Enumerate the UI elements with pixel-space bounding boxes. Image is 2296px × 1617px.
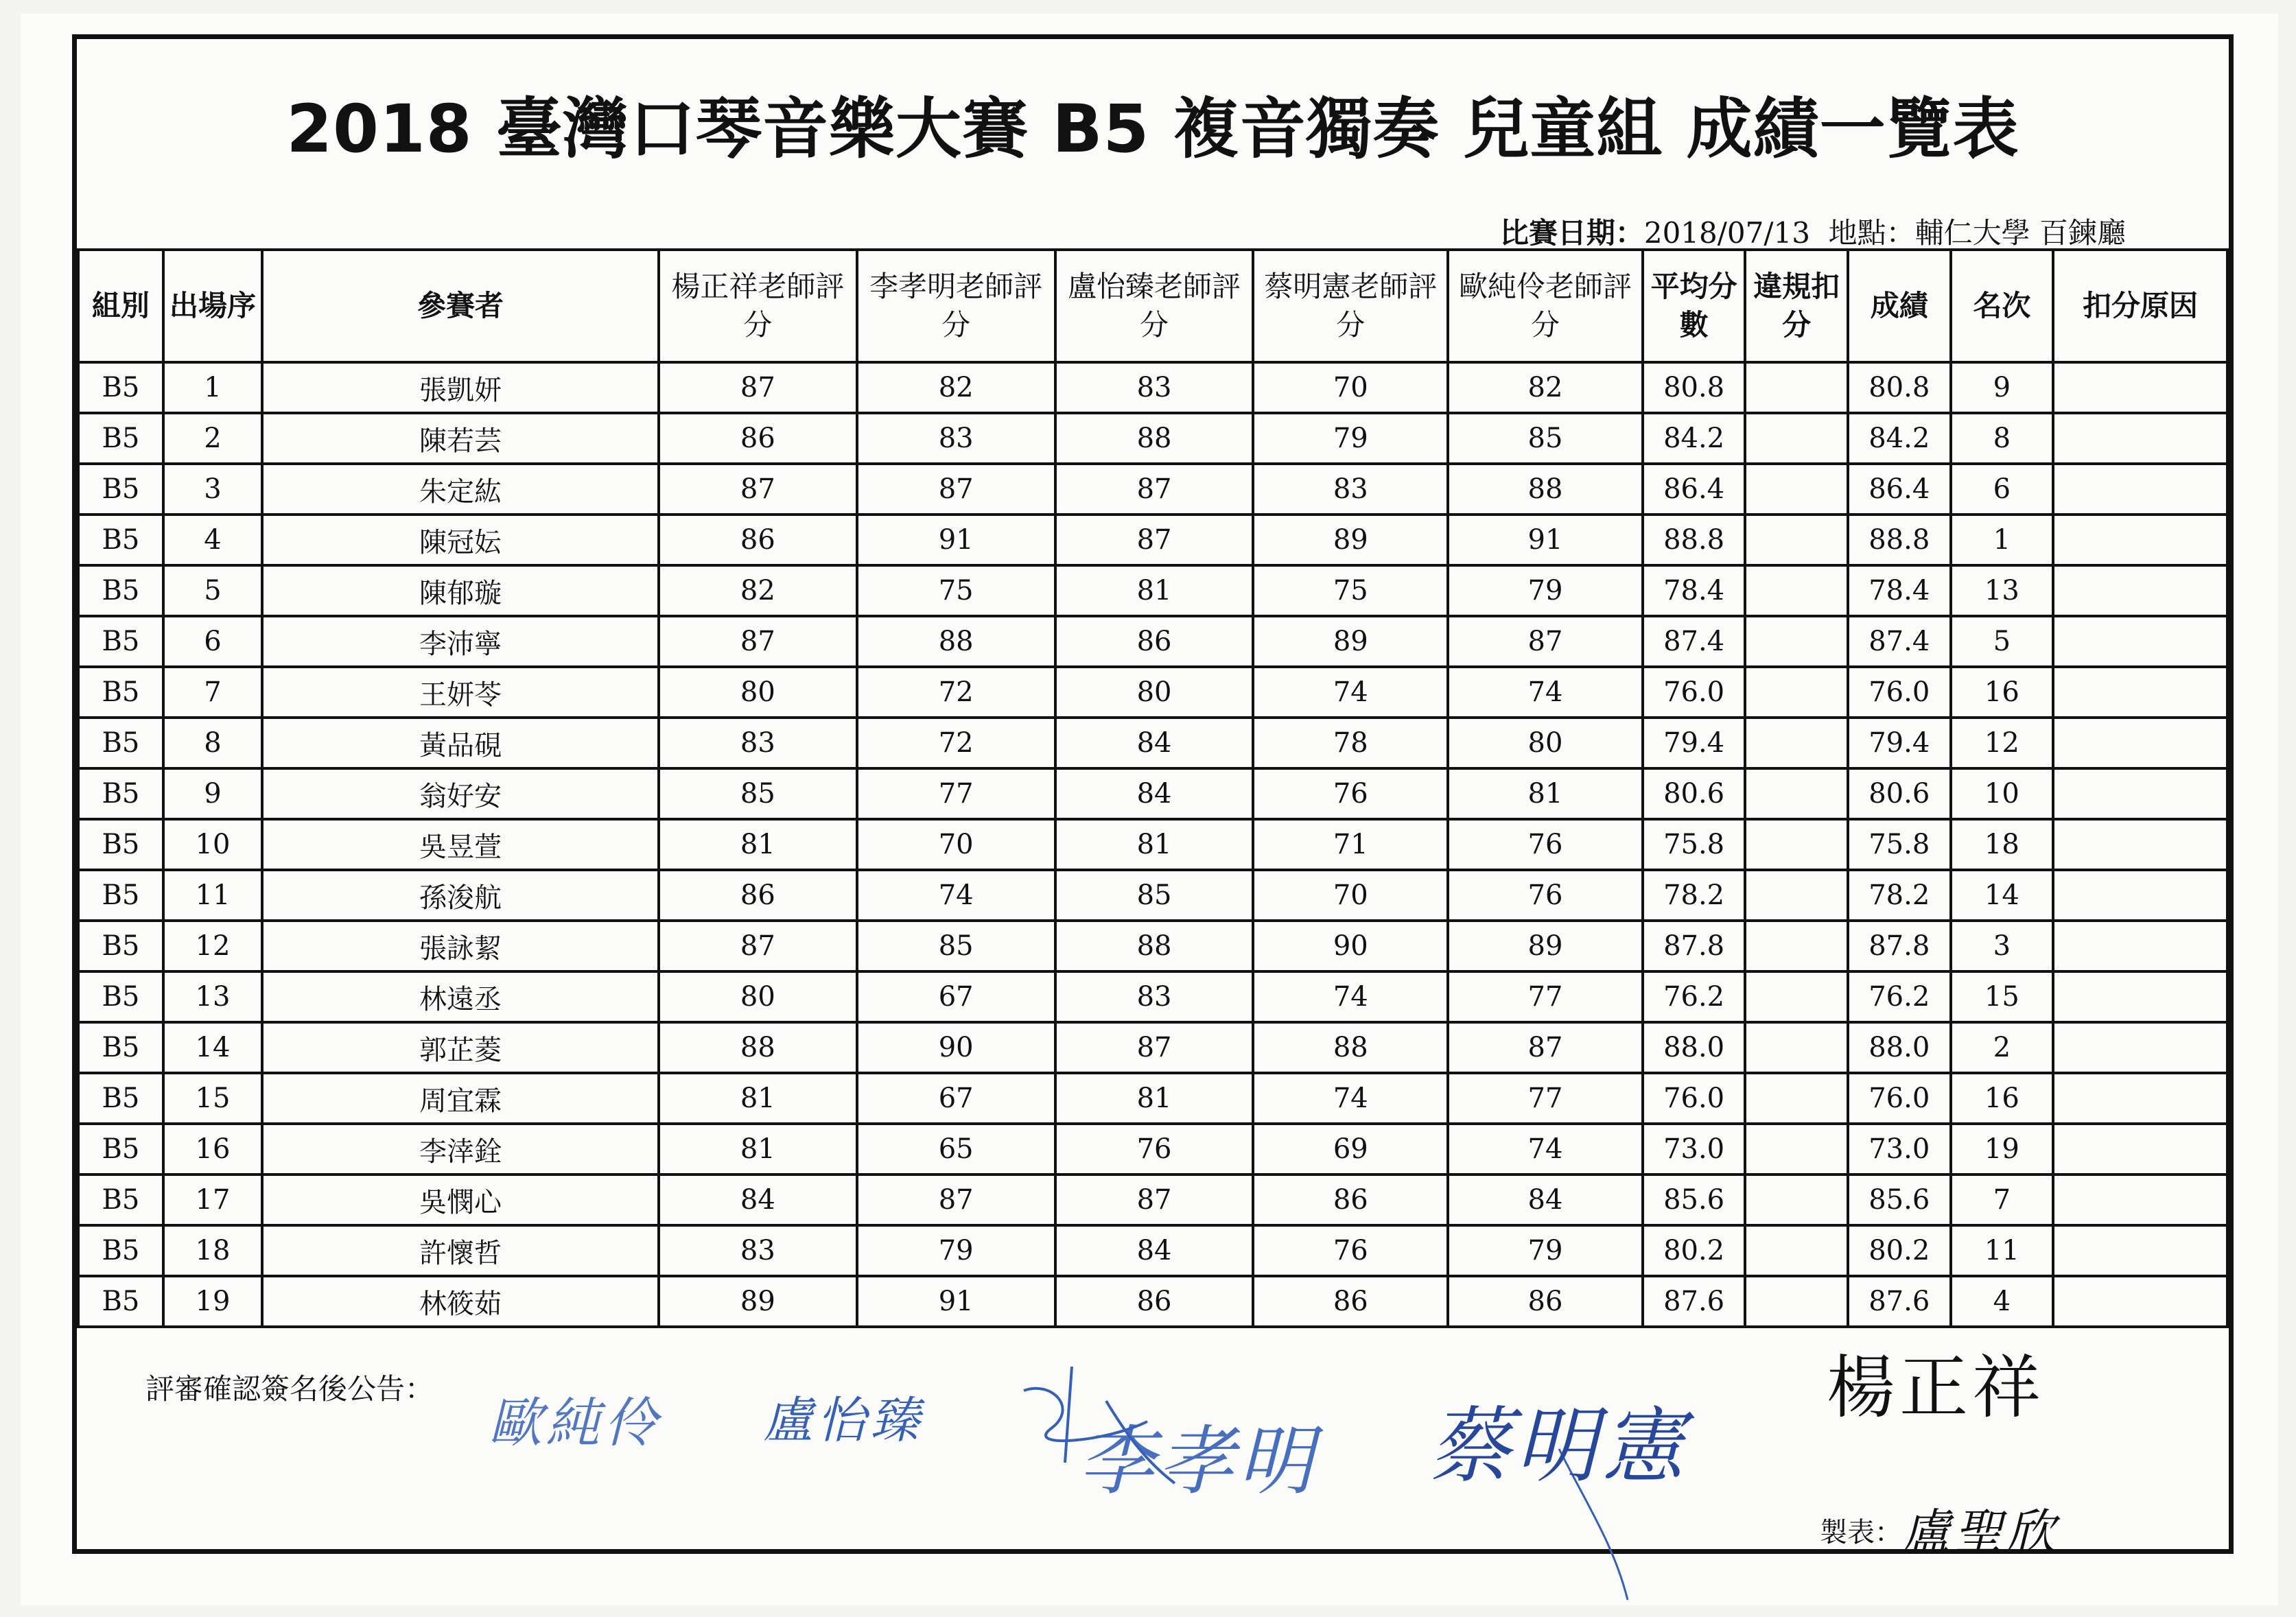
- cell-contestant: 許懷哲: [262, 1225, 659, 1276]
- cell-penalty: [1745, 870, 1848, 921]
- cell-rank: 6: [1951, 464, 2054, 515]
- cell-judge-5: 84: [1448, 1175, 1643, 1225]
- col-header-contestant: 參賽者: [262, 250, 659, 362]
- cell-score: 73.0: [1848, 1124, 1951, 1175]
- cell-reason: [2053, 616, 2227, 667]
- cell-score: 79.4: [1848, 718, 1951, 768]
- cell-judge-5: 74: [1448, 1124, 1643, 1175]
- cell-contestant: 吳昱萱: [262, 819, 659, 870]
- cell-group: B5: [78, 870, 163, 921]
- cell-judge-1: 86: [659, 515, 857, 565]
- cell-judge-5: 88: [1448, 464, 1643, 515]
- cell-judge-5: 76: [1448, 819, 1643, 870]
- col-header-judge-1: 楊正祥老師評分: [659, 250, 857, 362]
- table-row: [78, 870, 2227, 921]
- table-row: [78, 565, 2227, 616]
- cell-judge-4: 74: [1253, 971, 1448, 1022]
- cell-average: 86.4: [1643, 464, 1746, 515]
- cell-contestant: 張詠絜: [262, 921, 659, 971]
- cell-score: 78.2: [1848, 870, 1951, 921]
- cell-judge-1: 84: [659, 1175, 857, 1225]
- table-row: [78, 616, 2227, 667]
- cell-group: B5: [78, 718, 163, 768]
- cell-judge-4: 70: [1253, 870, 1448, 921]
- cell-rank: 4: [1951, 1276, 2054, 1327]
- cell-judge-1: 89: [659, 1276, 857, 1327]
- cell-judge-1: 81: [659, 1124, 857, 1175]
- cell-judge-1: 83: [659, 718, 857, 768]
- cell-judge-2: 91: [857, 1276, 1055, 1327]
- cell-judge-3: 88: [1055, 413, 1254, 464]
- cell-group: B5: [78, 413, 163, 464]
- cell-judge-5: 79: [1448, 1225, 1643, 1276]
- cell-penalty: [1745, 362, 1848, 413]
- cell-judge-1: 82: [659, 565, 857, 616]
- cell-judge-2: 65: [857, 1124, 1055, 1175]
- cell-contestant: 陳若芸: [262, 413, 659, 464]
- cell-reason: [2053, 1175, 2227, 1225]
- cell-score: 80.6: [1848, 768, 1951, 819]
- table-row: [78, 515, 2227, 565]
- cell-group: B5: [78, 515, 163, 565]
- cell-penalty: [1745, 464, 1848, 515]
- cell-judge-1: 86: [659, 413, 857, 464]
- cell-judge-3: 80: [1055, 667, 1254, 718]
- cell-group: B5: [78, 1124, 163, 1175]
- signature-3: 李孝明: [1079, 1417, 1317, 1505]
- cell-group: B5: [78, 768, 163, 819]
- cell-judge-5: 86: [1448, 1276, 1643, 1327]
- table-row: [78, 1022, 2227, 1073]
- cell-reason: [2053, 565, 2227, 616]
- cell-score: 88.0: [1848, 1022, 1951, 1073]
- cell-average: 80.2: [1643, 1225, 1746, 1276]
- cell-group: B5: [78, 1225, 163, 1276]
- cell-penalty: [1745, 1175, 1848, 1225]
- cell-penalty: [1745, 616, 1848, 667]
- header-row: [78, 250, 2227, 362]
- cell-penalty: [1745, 921, 1848, 971]
- cell-judge-1: 88: [659, 1022, 857, 1073]
- cell-judge-3: 85: [1055, 870, 1254, 921]
- cell-rank: 1: [1951, 515, 2054, 565]
- cell-rank: 11: [1951, 1225, 2054, 1276]
- cell-order: 8: [163, 718, 262, 768]
- cell-penalty: [1745, 1276, 1848, 1327]
- cell-judge-1: 87: [659, 616, 857, 667]
- cell-rank: 16: [1951, 1073, 2054, 1124]
- cell-penalty: [1745, 1022, 1848, 1073]
- cell-rank: 12: [1951, 718, 2054, 768]
- col-header-penalty: 違規扣分: [1745, 250, 1848, 362]
- cell-score: 80.2: [1848, 1225, 1951, 1276]
- cell-judge-3: 84: [1055, 718, 1254, 768]
- cell-judge-4: 86: [1253, 1276, 1448, 1327]
- cell-judge-3: 81: [1055, 565, 1254, 616]
- cell-penalty: [1745, 971, 1848, 1022]
- cell-score: 88.8: [1848, 515, 1951, 565]
- table-row: [78, 1175, 2227, 1225]
- confirm-label: 評審確認簽名後公告：: [145, 1372, 434, 1406]
- cell-contestant: 郭芷菱: [262, 1022, 659, 1073]
- cell-contestant: 林遠丞: [262, 971, 659, 1022]
- cell-average: 76.2: [1643, 971, 1746, 1022]
- cell-average: 87.6: [1643, 1276, 1746, 1327]
- table-row: [78, 819, 2227, 870]
- cell-judge-2: 77: [857, 768, 1055, 819]
- cell-penalty: [1745, 1124, 1848, 1175]
- cell-judge-4: 76: [1253, 1225, 1448, 1276]
- table-row: [78, 1124, 2227, 1175]
- cell-judge-2: 85: [857, 921, 1055, 971]
- cell-order: 6: [163, 616, 262, 667]
- cell-group: B5: [78, 1276, 163, 1327]
- cell-group: B5: [78, 921, 163, 971]
- cell-judge-3: 86: [1055, 616, 1254, 667]
- cell-group: B5: [78, 1175, 163, 1225]
- cell-average: 79.4: [1643, 718, 1746, 768]
- date-label: 比賽日期：: [1499, 216, 1644, 250]
- cell-judge-3: 83: [1055, 971, 1254, 1022]
- cell-judge-3: 86: [1055, 1276, 1254, 1327]
- cell-rank: 10: [1951, 768, 2054, 819]
- cell-judge-4: 71: [1253, 819, 1448, 870]
- cell-judge-1: 87: [659, 921, 857, 971]
- cell-judge-2: 72: [857, 667, 1055, 718]
- cell-judge-4: 78: [1253, 718, 1448, 768]
- cell-rank: 14: [1951, 870, 2054, 921]
- col-header-reason: 扣分原因: [2053, 250, 2227, 362]
- col-header-order: 出場序: [163, 250, 262, 362]
- cell-judge-2: 79: [857, 1225, 1055, 1276]
- cell-judge-4: 74: [1253, 1073, 1448, 1124]
- col-header-score: 成績: [1848, 250, 1951, 362]
- cell-judge-5: 77: [1448, 971, 1643, 1022]
- cell-order: 10: [163, 819, 262, 870]
- cell-group: B5: [78, 667, 163, 718]
- cell-rank: 9: [1951, 362, 2054, 413]
- cell-judge-5: 82: [1448, 362, 1643, 413]
- cell-reason: [2053, 870, 2227, 921]
- cell-judge-3: 87: [1055, 1175, 1254, 1225]
- table-row: [78, 768, 2227, 819]
- cell-group: B5: [78, 362, 163, 413]
- cell-order: 4: [163, 515, 262, 565]
- cell-average: 76.0: [1643, 667, 1746, 718]
- cell-reason: [2053, 1276, 2227, 1327]
- table-row: [78, 667, 2227, 718]
- cell-judge-4: 88: [1253, 1022, 1448, 1073]
- cell-judge-3: 84: [1055, 1225, 1254, 1276]
- cell-penalty: [1745, 667, 1848, 718]
- cell-judge-2: 74: [857, 870, 1055, 921]
- date-value: 2018/07/13: [1643, 216, 1810, 250]
- event-meta: [1500, 211, 2126, 252]
- cell-average: 80.8: [1643, 362, 1746, 413]
- cell-order: 3: [163, 464, 262, 515]
- table-row: [78, 718, 2227, 768]
- table-frame: [72, 34, 2234, 1560]
- signature-5: 楊正祥: [1827, 1347, 2045, 1428]
- cell-average: 75.8: [1643, 819, 1746, 870]
- cell-contestant: 周宜霖: [262, 1073, 659, 1124]
- cell-order: 14: [163, 1022, 262, 1073]
- cell-judge-2: 83: [857, 413, 1055, 464]
- cell-order: 19: [163, 1276, 262, 1327]
- cell-order: 12: [163, 921, 262, 971]
- cell-judge-3: 84: [1055, 768, 1254, 819]
- cell-reason: [2053, 413, 2227, 464]
- cell-contestant: 林筱茹: [262, 1276, 659, 1327]
- cell-order: 2: [163, 413, 262, 464]
- cell-judge-2: 75: [857, 565, 1055, 616]
- cell-score: 80.8: [1848, 362, 1951, 413]
- cell-contestant: 陳郁璇: [262, 565, 659, 616]
- cell-judge-5: 89: [1448, 921, 1643, 971]
- cell-order: 9: [163, 768, 262, 819]
- cell-reason: [2053, 1124, 2227, 1175]
- cell-judge-2: 72: [857, 718, 1055, 768]
- table-row: [78, 362, 2227, 413]
- cell-rank: 18: [1951, 819, 2054, 870]
- cell-judge-4: 69: [1253, 1124, 1448, 1175]
- cell-penalty: [1745, 515, 1848, 565]
- col-header-judge-2: 李孝明老師評分: [857, 250, 1055, 362]
- cell-judge-5: 81: [1448, 768, 1643, 819]
- cell-rank: 15: [1951, 971, 2054, 1022]
- cell-reason: [2053, 464, 2227, 515]
- made-by-label: 製表：: [1820, 1517, 1902, 1548]
- cell-reason: [2053, 1022, 2227, 1073]
- cell-judge-4: 75: [1253, 565, 1448, 616]
- cell-order: 1: [163, 362, 262, 413]
- table-row: [78, 464, 2227, 515]
- cell-average: 78.4: [1643, 565, 1746, 616]
- cell-score: 76.0: [1848, 667, 1951, 718]
- cell-penalty: [1745, 718, 1848, 768]
- table-row: [78, 1225, 2227, 1276]
- col-header-judge-5: 歐純伶老師評分: [1448, 250, 1643, 362]
- cell-average: 84.2: [1643, 413, 1746, 464]
- cell-contestant: 張凱妍: [262, 362, 659, 413]
- results-table: [77, 248, 2229, 1328]
- cell-penalty: [1745, 1225, 1848, 1276]
- table-row: [78, 413, 2227, 464]
- signature-area: [77, 1325, 2229, 1560]
- cell-judge-2: 67: [857, 1073, 1055, 1124]
- cell-judge-2: 67: [857, 971, 1055, 1022]
- cell-judge-1: 87: [659, 464, 857, 515]
- cell-score: 87.4: [1848, 616, 1951, 667]
- cell-group: B5: [78, 616, 163, 667]
- cell-judge-4: 90: [1253, 921, 1448, 971]
- cell-penalty: [1745, 768, 1848, 819]
- cell-group: B5: [78, 1022, 163, 1073]
- cell-rank: 16: [1951, 667, 2054, 718]
- cell-reason: [2053, 667, 2227, 718]
- col-header-judge-3: 盧怡臻老師評分: [1055, 250, 1254, 362]
- cell-reason: [2053, 1225, 2227, 1276]
- cell-order: 15: [163, 1073, 262, 1124]
- cell-score: 84.2: [1848, 413, 1951, 464]
- cell-judge-1: 80: [659, 667, 857, 718]
- cell-contestant: 王妍苓: [262, 667, 659, 718]
- cell-contestant: 陳冠妘: [262, 515, 659, 565]
- cell-score: 78.4: [1848, 565, 1951, 616]
- cell-judge-3: 83: [1055, 362, 1254, 413]
- cell-group: B5: [78, 464, 163, 515]
- cell-score: 85.6: [1848, 1175, 1951, 1225]
- cell-group: B5: [78, 565, 163, 616]
- cell-judge-3: 87: [1055, 515, 1254, 565]
- col-header-judge-4: 蔡明憲老師評分: [1253, 250, 1448, 362]
- cell-judge-1: 86: [659, 870, 857, 921]
- cell-group: B5: [78, 1073, 163, 1124]
- cell-judge-4: 74: [1253, 667, 1448, 718]
- cell-contestant: 黃品硯: [262, 718, 659, 768]
- cell-reason: [2053, 921, 2227, 971]
- cell-average: 80.6: [1643, 768, 1746, 819]
- cell-rank: 5: [1951, 616, 2054, 667]
- cell-judge-3: 87: [1055, 1022, 1254, 1073]
- cell-judge-5: 87: [1448, 1022, 1643, 1073]
- cell-group: B5: [78, 819, 163, 870]
- cell-judge-5: 79: [1448, 565, 1643, 616]
- signature-2: 盧怡臻: [763, 1391, 924, 1449]
- cell-score: 75.8: [1848, 819, 1951, 870]
- cell-order: 18: [163, 1225, 262, 1276]
- cell-average: 78.2: [1643, 870, 1746, 921]
- cell-average: 76.0: [1643, 1073, 1746, 1124]
- place-label: 地點：: [1828, 216, 1915, 250]
- cell-judge-3: 88: [1055, 921, 1254, 971]
- table-row: [78, 921, 2227, 971]
- col-header-rank: 名次: [1951, 250, 2054, 362]
- cell-penalty: [1745, 819, 1848, 870]
- table-row: [78, 1276, 2227, 1327]
- cell-score: 76.2: [1848, 971, 1951, 1022]
- cell-judge-4: 83: [1253, 464, 1448, 515]
- cell-contestant: 朱定紘: [262, 464, 659, 515]
- cell-judge-5: 76: [1448, 870, 1643, 921]
- cell-score: 76.0: [1848, 1073, 1951, 1124]
- cell-contestant: 李沛寧: [262, 616, 659, 667]
- signature-6: 盧聖欣: [1902, 1504, 2059, 1560]
- cell-average: 88.0: [1643, 1022, 1746, 1073]
- cell-judge-4: 76: [1253, 768, 1448, 819]
- cell-order: 7: [163, 667, 262, 718]
- cell-judge-5: 87: [1448, 616, 1643, 667]
- cell-judge-2: 87: [857, 464, 1055, 515]
- cell-reason: [2053, 768, 2227, 819]
- cell-judge-4: 86: [1253, 1175, 1448, 1225]
- cell-judge-5: 77: [1448, 1073, 1643, 1124]
- cell-average: 85.6: [1643, 1175, 1746, 1225]
- cell-score: 86.4: [1848, 464, 1951, 515]
- cell-order: 13: [163, 971, 262, 1022]
- cell-judge-3: 87: [1055, 464, 1254, 515]
- cell-judge-1: 81: [659, 1073, 857, 1124]
- cell-judge-1: 83: [659, 1225, 857, 1276]
- cell-judge-2: 87: [857, 1175, 1055, 1225]
- cell-rank: 3: [1951, 921, 2054, 971]
- cell-judge-4: 79: [1253, 413, 1448, 464]
- cell-judge-4: 70: [1253, 362, 1448, 413]
- cell-judge-3: 81: [1055, 819, 1254, 870]
- cell-judge-5: 85: [1448, 413, 1643, 464]
- cell-judge-4: 89: [1253, 515, 1448, 565]
- place-value: 輔仁大學 百鍊廳: [1914, 216, 2126, 250]
- cell-penalty: [1745, 413, 1848, 464]
- signature-1: 歐純伶: [489, 1393, 662, 1454]
- signature-4: 蔡明憲: [1429, 1399, 1688, 1494]
- cell-contestant: 孫浚航: [262, 870, 659, 921]
- cell-judge-2: 90: [857, 1022, 1055, 1073]
- cell-average: 87.4: [1643, 616, 1746, 667]
- cell-judge-3: 81: [1055, 1073, 1254, 1124]
- cell-penalty: [1745, 565, 1848, 616]
- cell-judge-2: 70: [857, 819, 1055, 870]
- cell-judge-2: 91: [857, 515, 1055, 565]
- results-body: [78, 362, 2227, 1327]
- table-row: [78, 1073, 2227, 1124]
- cell-judge-1: 85: [659, 768, 857, 819]
- cell-judge-1: 80: [659, 971, 857, 1022]
- cell-judge-2: 82: [857, 362, 1055, 413]
- cell-reason: [2053, 971, 2227, 1022]
- cell-reason: [2053, 515, 2227, 565]
- cell-contestant: 翁好安: [262, 768, 659, 819]
- cell-order: 16: [163, 1124, 262, 1175]
- cell-judge-2: 88: [857, 616, 1055, 667]
- cell-reason: [2053, 1073, 2227, 1124]
- cell-rank: 7: [1951, 1175, 2054, 1225]
- cell-rank: 8: [1951, 413, 2054, 464]
- cell-judge-1: 81: [659, 819, 857, 870]
- cell-judge-1: 87: [659, 362, 857, 413]
- table-row: [78, 971, 2227, 1022]
- cell-reason: [2053, 718, 2227, 768]
- cell-reason: [2053, 819, 2227, 870]
- cell-order: 11: [163, 870, 262, 921]
- cell-score: 87.8: [1848, 921, 1951, 971]
- cell-rank: 2: [1951, 1022, 2054, 1073]
- cell-judge-3: 76: [1055, 1124, 1254, 1175]
- cell-average: 73.0: [1643, 1124, 1746, 1175]
- cell-judge-5: 74: [1448, 667, 1643, 718]
- cell-order: 17: [163, 1175, 262, 1225]
- cell-contestant: 吳憫心: [262, 1175, 659, 1225]
- cell-contestant: 李涬銓: [262, 1124, 659, 1175]
- cell-rank: 13: [1951, 565, 2054, 616]
- col-header-average: 平均分數: [1643, 250, 1746, 362]
- col-header-group: 組別: [78, 250, 163, 362]
- cell-group: B5: [78, 971, 163, 1022]
- cell-penalty: [1745, 1073, 1848, 1124]
- page-title: 2018 臺灣口琴音樂大賽 B5 複音獨奏 兒童組 成績一覽表: [286, 91, 2019, 167]
- cell-order: 5: [163, 565, 262, 616]
- score-sheet: [21, 14, 2278, 1605]
- cell-average: 87.8: [1643, 921, 1746, 971]
- cell-score: 87.6: [1848, 1276, 1951, 1327]
- cell-reason: [2053, 362, 2227, 413]
- cell-judge-4: 89: [1253, 616, 1448, 667]
- cell-judge-5: 80: [1448, 718, 1643, 768]
- cell-rank: 19: [1951, 1124, 2054, 1175]
- cell-judge-5: 91: [1448, 515, 1643, 565]
- cell-average: 88.8: [1643, 515, 1746, 565]
